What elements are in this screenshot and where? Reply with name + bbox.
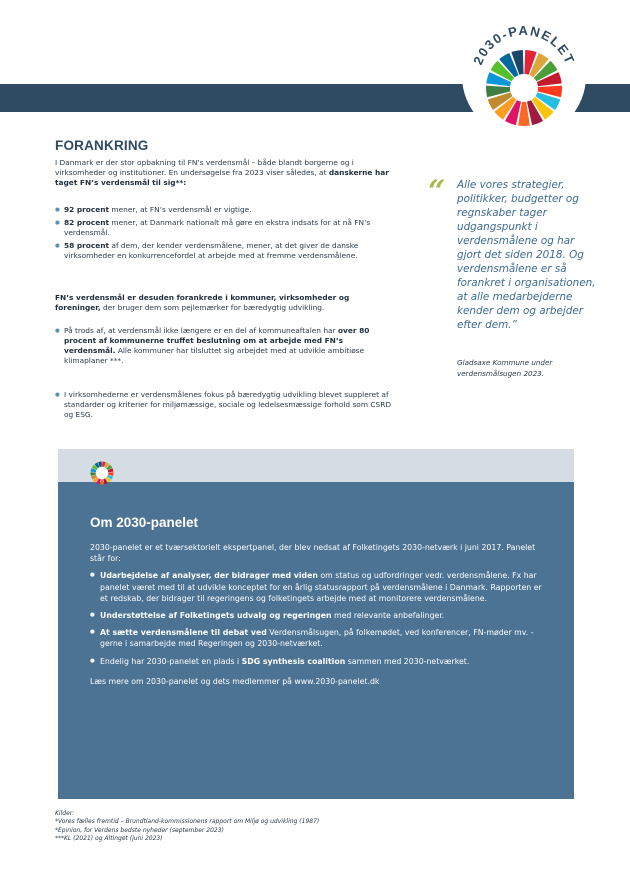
list-item: ● 58 procent af dem, der kender verdensmålene, mener, at det giver de danske virksomheder en konkurrencefordel at arbejde med at fremme verdensmålene. — [55, 241, 395, 261]
about-intro: 2030-panelet er et tværsektorielt ekspertpanel, der blev nedsat af Folketingets 2030-netværk i juni 2017. Panelet står for: — [90, 543, 536, 564]
list-item: ● På trods af, at verdensmål ikke længere er en del af kommuneaftalen har over 80 procent af kommunerne truffet beslutning om at arbejde med FN’s verdensmål. Alle kommuner har tilsluttet sig arbejdet med at udvikle ambitiøse klimaplaner ***. — [55, 326, 395, 366]
sources — [55, 810, 475, 844]
list-item: ● Understøttelse af Folketingets udvalg og regeringen med relevante anbefalinger. — [90, 610, 550, 621]
intro-highlight: danskerne har taget FN’s verdensmål til sig**: — [55, 168, 389, 187]
list-item: ● At sætte verdensmålene til debat ved Verdensmålsugen, på folkemødet, ved konferencer, FN-møder mv. - gerne i samarbejde med Regeringen og 2030-netværket. — [90, 627, 550, 649]
source-line: *Epinion, for Verdens bedste nyheder (september 2023) — [55, 826, 224, 834]
logo-text: 2030-PANELET — [470, 22, 578, 67]
quote-mark: “ — [428, 174, 446, 209]
sdg-wheel-small-icon — [90, 461, 114, 485]
svg-text:2030-PANELET — [470, 23, 578, 67]
logo-2030-panelet — [462, 14, 586, 138]
sources-label: Kilder: — [55, 810, 75, 817]
quote-text: Alle vores strategier, politikker, budgetter og regnskaber tager udgangspunkt i verdensmålene og har gjort det siden 2018. Og verdensmålene er så forankret i organisationen, at alle medarbejderne kender dem og arbejder efter dem.” — [457, 179, 596, 331]
list-item: ● I virksomhederne er verdensmålenes fokus på bæredygtig udvikling blevet suppleret af standarder og kriterier for miljømæssige, sociale og ledelsesmæssige forhold som CSRD og ESG. — [55, 390, 395, 420]
about-body — [90, 542, 550, 687]
kommune-list — [55, 326, 395, 369]
list-item: ● 82 procent mener, at Danmark nationalt må gøre en ekstra indsats for at nå FN’s verdensmål. — [55, 218, 395, 238]
section-title: FORANKRING — [55, 138, 149, 153]
list-item: ● 92 procent mener, at FN’s verdensmål er vigtige. — [55, 205, 395, 215]
about-list — [90, 570, 550, 666]
about-box-header — [58, 449, 574, 482]
about-box — [58, 449, 574, 799]
list-item: ● Endelig har 2030-panelet en plads i SDG synthesis coalition sammen med 2030-netværket. — [90, 656, 550, 667]
sdg-wheel-icon — [462, 14, 586, 138]
sdg-wheel-segment — [100, 479, 104, 484]
about-footer: Læs mere om 2030-panelet og dets medlemmer på www.2030-panelet.dk — [90, 676, 380, 686]
virksomhed-list — [55, 390, 395, 423]
intro-paragraph: I Danmark er der stor opbakning til FN’s verdensmål – både blandt borgerne og i virksomheder og institutioner. En undersøgelse fra 2023 viser således, at danskerne har taget FN’s verdensmål til sig**: — [55, 158, 389, 187]
stats-list — [55, 205, 395, 264]
about-title: Om 2030-panelet — [90, 515, 199, 530]
quote-source: Gladsaxe Kommune under verdensmålsugen 2023. — [457, 358, 553, 378]
list-item: ● Udarbejdelse af analyser, der bidrager med viden om status og udfordringer vedr. verdensmålene. Fx har panelet været med til at udvikle konceptet for en årlig statusrapport på verdensmålene i Danmark. Rapporten er et redskab, der bidrager til regeringens og folketingets arbejde med at monitorere verdensmålene. — [90, 570, 550, 604]
forankring-paragraph: FN’s verdensmål er desuden forankrede i kommuner, virksomheder og foreninger, der bruger dem som pejlemærker for bæredygtig udvikling. — [55, 293, 350, 312]
source-line: *Vores fælles fremtid – Brundtland-kommissionens rapport om Miljø og udvikling (1987) — [55, 818, 320, 826]
source-line: ***KL (2021) og Altinget (juni 2023) — [55, 835, 163, 843]
